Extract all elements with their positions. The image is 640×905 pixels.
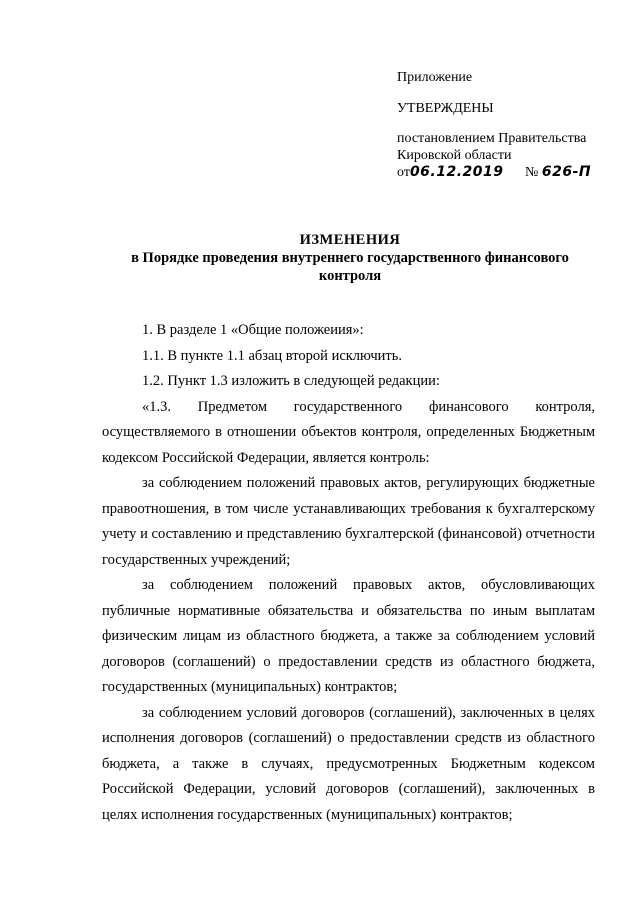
appendix-label: Приложение <box>397 70 473 85</box>
from-label: от <box>397 165 410 180</box>
document-heading <box>100 231 600 285</box>
paragraph-1: 1. В разделе 1 «Общие положеиия»: <box>142 322 364 338</box>
handwritten-number: 626-П <box>541 164 592 180</box>
paragraph-5: за соблюдением положений правовых актов, регулирующих бюджетные правоотношения, в том числе устанавливающих требования к бухгалтерскому учету и составлению и представлению бухгалтерской (финансовой) отчетности государственных учреждений; <box>102 475 595 568</box>
heading-title: ИЗМЕНЕНИЯ <box>299 232 401 248</box>
paragraph-4: «1.3. Предметом государственного финансового контроля, осуществляемого в отношении объектов контроля, определенных Бюджетным кодексом Российской Федерации, является контроль: <box>102 398 595 466</box>
paragraph-7: за соблюдением условий договоров (соглашений), заключенных в целях исполнения договоров (соглашений) о предоставлении средств из областного бюджета, а также в случаях, предусмотренных Бюджетным кодексом Российской Федерации, условий договоров (соглашений), заключенных в целях исполнения государственных (муниципальных) контрактов; <box>102 704 595 823</box>
handwritten-date: 06.12.2019 <box>409 164 504 180</box>
decree-date-number-line <box>397 164 627 182</box>
decree-line-2: Кировской области <box>397 147 512 163</box>
paragraph-6: за соблюдением положений правовых актов, обусловливающих публичные нормативные обязательства и обязательства по иным выплатам физическим лицам из областного бюджета, а также за соблюдением условий договоров (соглашений) о предоставлении средств из областного бюджета, государственных (муниципальных) контрактов; <box>102 577 595 695</box>
decree-line-1: постановлением Правительства <box>397 131 587 146</box>
approved-label: УТВЕРЖДЕНЫ <box>397 100 494 116</box>
paragraph-3: 1.2. Пункт 1.3 изложить в следующей редакции: <box>142 373 440 389</box>
paragraph-2: 1.1. В пункте 1.1 абзац второй исключить. <box>142 347 402 364</box>
document-body <box>102 318 595 828</box>
heading-subtitle: в Порядке проведения внутреннего государственного финансового контроля <box>131 250 569 284</box>
appendix-block <box>397 70 627 182</box>
number-label: № <box>525 165 539 180</box>
